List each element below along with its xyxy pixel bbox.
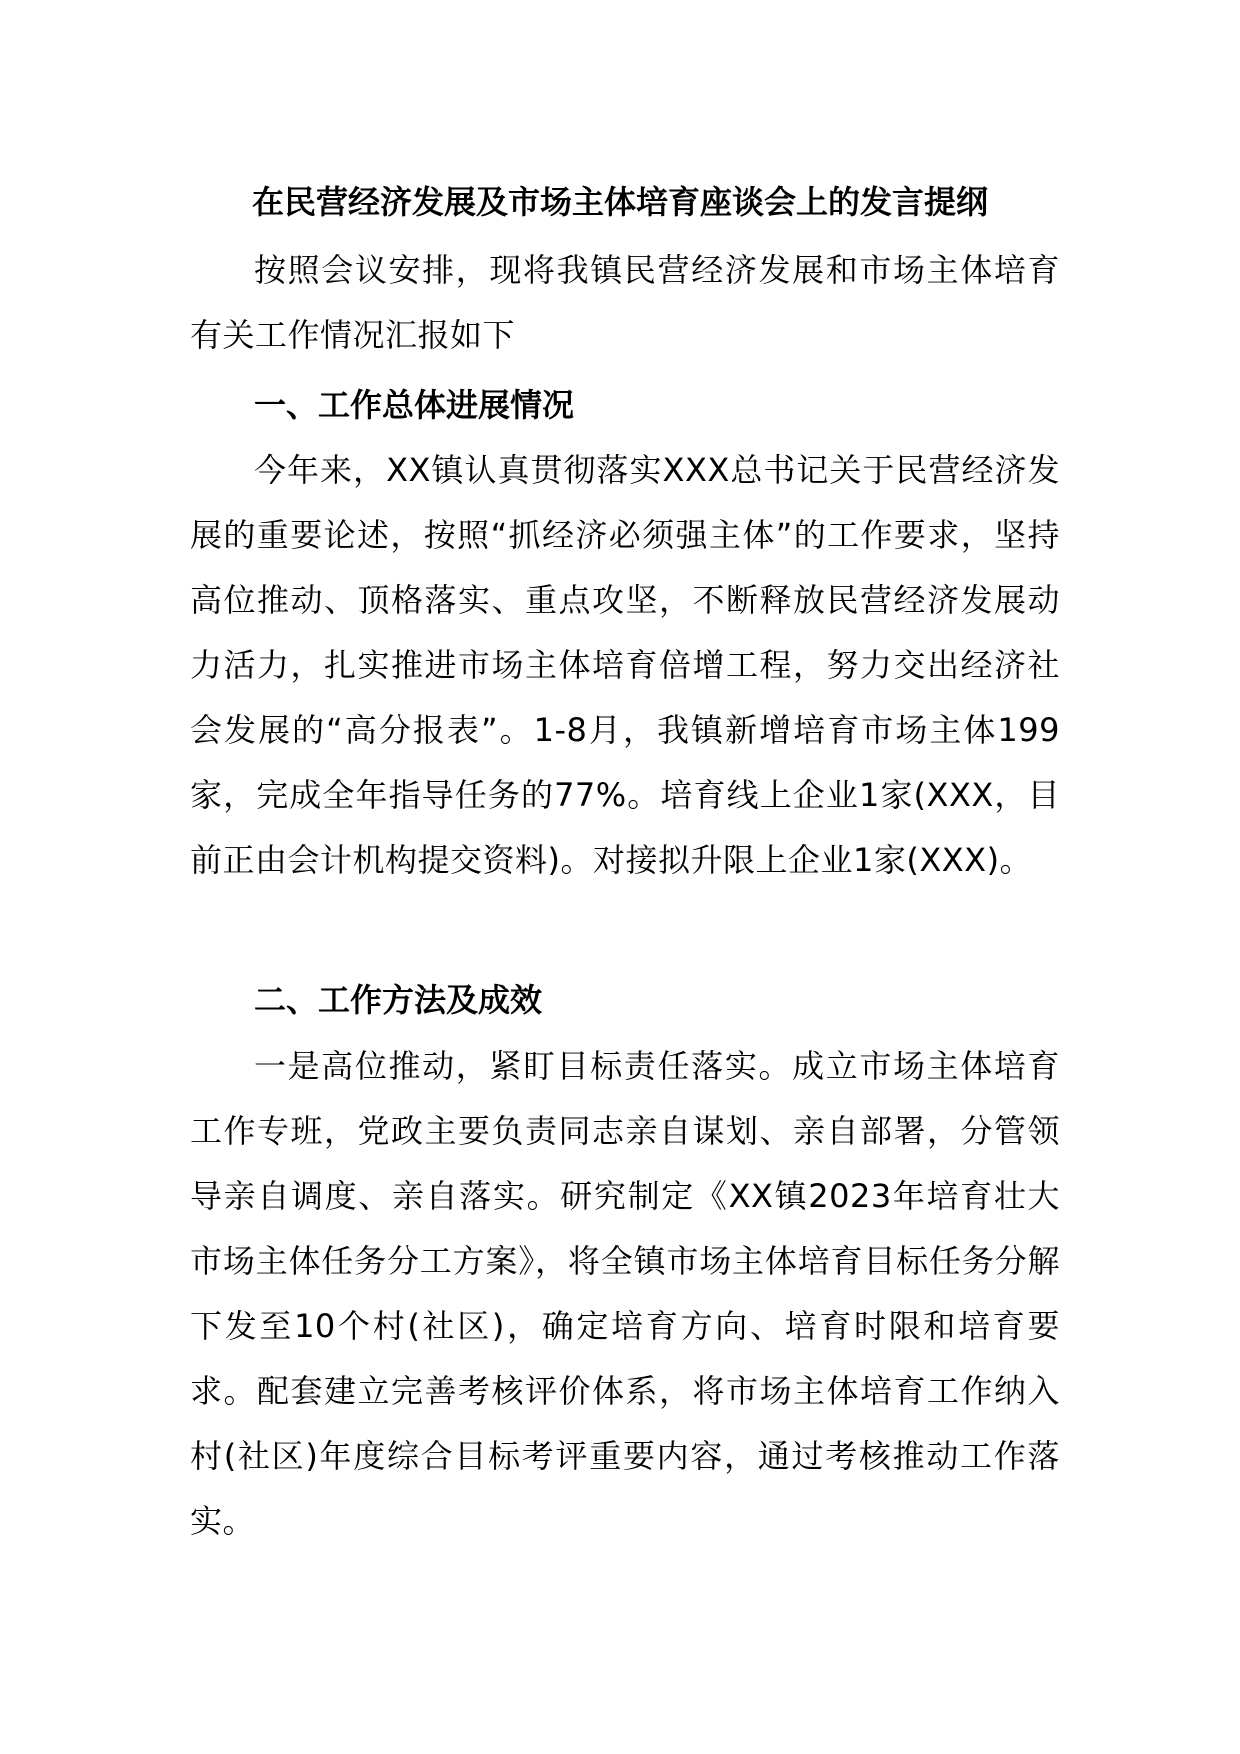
section-1-paragraph: 今年来，XX镇认真贯彻落实XXX总书记关于民营经济发展的重要论述，按照“抓经济必须强主体”的工作要求，坚持高位推动、顶格落实、重点攻坚，不断释放民营经济发展动力活力，扎实推进市场主体培育倍增工程，努力交出经济社会发展的“高分报表”。1-8月，我镇新增培育市场主体199家，完成全年指导任务的77%。培育线上企业1家(XXX，目前正由会计机构提交资料)。对接拟升限上企业1家(XXX)。	[190, 451, 1060, 879]
intro-paragraph: 按照会议安排，现将我镇民营经济发展和市场主体培育有关工作情况汇报如下	[190, 251, 1060, 354]
document-title: 在民营经济发展及市场主体培育座谈会上的发言提纲	[251, 183, 988, 221]
section-2-paragraph: 一是高位推动，紧盯目标责任落实。成立市场主体培育工作专班，党政主要负责同志亲自谋划、亲自部署，分管领导亲自调度、亲自落实。研究制定《XX镇2023年培育壮大市场主体任务分工方案》，将全镇市场主体培育目标任务分解下发至10个村(社区)，确定培育方向、培育时限和培育要求。配套建立完善考核评价体系，将市场主体培育工作纳入村(社区)年度综合目标考评重要内容，通过考核推动工作落实。	[190, 1047, 1060, 1540]
section-1-heading: 一、工作总体进展情况	[254, 386, 575, 424]
section-2-heading: 二、工作方法及成效	[254, 981, 543, 1019]
